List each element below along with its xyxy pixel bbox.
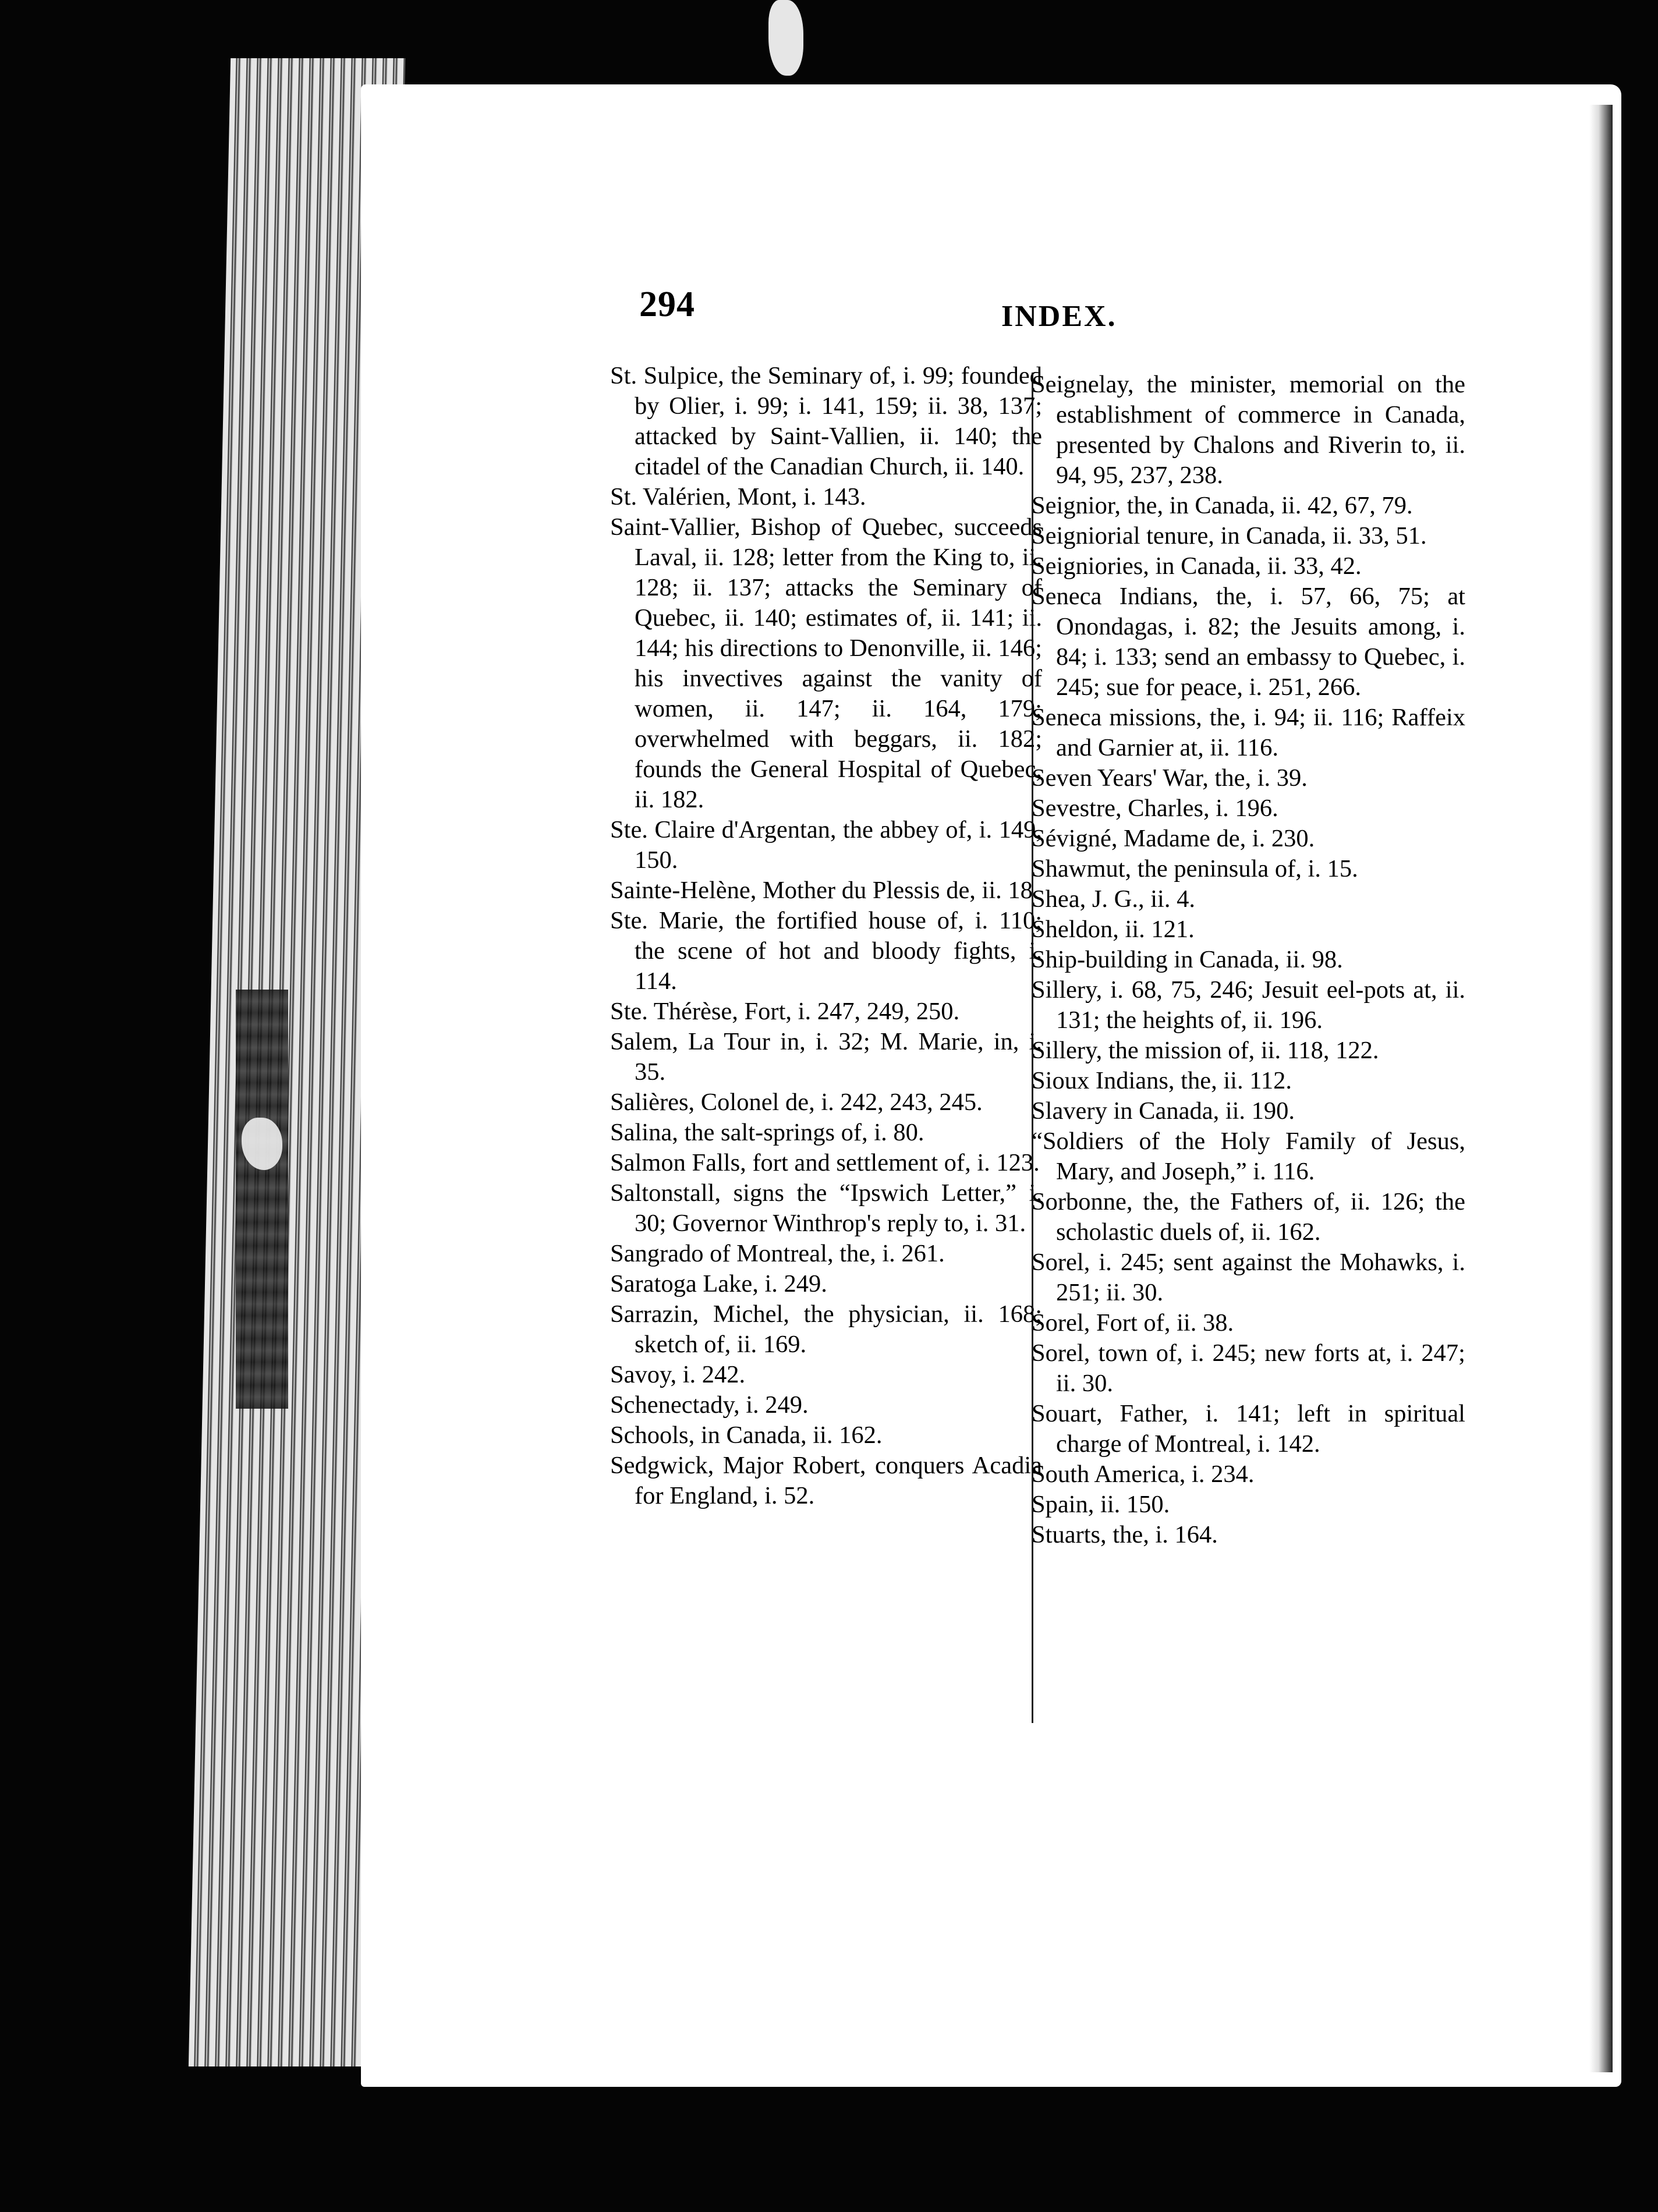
- index-entry: Ste. Thérèse, Fort, i. 247, 249, 250.: [610, 998, 960, 1025]
- index-entry: Ste. Claire d'Argentan, the abbey of, i. 149, 150.: [610, 816, 1042, 874]
- index-entry: Seneca missions, the, i. 94; ii. 116; Raffeix and Garnier at, ii. 116.: [1032, 704, 1465, 761]
- index-entry: Sorel, Fort of, ii. 38.: [1032, 1309, 1234, 1337]
- library-stamp: [236, 990, 288, 1409]
- index-entry: Stuarts, the, i. 164.: [1032, 1521, 1218, 1548]
- index-entry: Sedgwick, Major Robert, conquers Acadia for England, i. 52.: [610, 1452, 1042, 1509]
- index-entry: Schenectady, i. 249.: [610, 1391, 809, 1419]
- index-entry: Ste. Marie, the fortified house of, i. 110; the scene of hot and bloody fights, i. 114.: [610, 907, 1042, 995]
- index-entry: Sevestre, Charles, i. 196.: [1032, 795, 1278, 822]
- index-entry: Sorel, town of, i. 245; new forts at, i. 247; ii. 30.: [1032, 1339, 1465, 1397]
- index-entry: Sarrazin, Michel, the physician, ii. 168; sketch of, ii. 169.: [610, 1300, 1042, 1358]
- index-entry: Salina, the salt-springs of, i. 80.: [610, 1119, 924, 1146]
- index-column-right: [1032, 370, 1465, 1550]
- page-right-edge: [1589, 105, 1613, 2072]
- index-entry: Salmon Falls, fort and settlement of, i. 123.: [610, 1149, 1040, 1176]
- index-entry: Salem, La Tour in, i. 32; M. Marie, in, i. 35.: [610, 1028, 1042, 1086]
- index-entry: Shea, J. G., ii. 4.: [1032, 885, 1195, 913]
- index-entry: Shawmut, the peninsula of, i. 15.: [1032, 855, 1358, 882]
- index-entry: St. Valérien, Mont, i. 143.: [610, 483, 866, 511]
- index-entry: Sillery, i. 68, 75, 246; Jesuit eel-pots at, ii. 131; the heights of, ii. 196.: [1032, 976, 1465, 1034]
- index-entry: Seignior, the, in Canada, ii. 42, 67, 79.: [1032, 492, 1413, 519]
- paper-tear: [768, 0, 803, 76]
- index-entry: Schools, in Canada, ii. 162.: [610, 1422, 883, 1449]
- index-entry: Seigniorial tenure, in Canada, ii. 33, 51.: [1032, 522, 1427, 550]
- index-entry: Seigniories, in Canada, ii. 33, 42.: [1032, 552, 1362, 580]
- index-entry: Spain, ii. 150.: [1032, 1491, 1170, 1518]
- index-entry: Sillery, the mission of, ii. 118, 122.: [1032, 1037, 1379, 1064]
- index-entry: Sorbonne, the, the Fathers of, ii. 126; the scholastic duels of, ii. 162.: [1032, 1188, 1465, 1246]
- index-entry: “Soldiers of the Holy Family of Jesus, Mary, and Joseph,” i. 116.: [1032, 1128, 1465, 1185]
- index-entry: Sévigné, Madame de, i. 230.: [1032, 825, 1315, 852]
- running-head: INDEX.: [1001, 300, 1117, 333]
- index-entry: Seneca Indians, the, i. 57, 66, 75; at Onondagas, i. 82; the Jesuits among, i. 84; i. 133; send an embassy to Quebec, i. 245; sue for peace, i. 251, 266.: [1032, 583, 1465, 701]
- index-column-left: [610, 361, 1042, 1511]
- index-entry: Ship-building in Canada, ii. 98.: [1032, 946, 1343, 973]
- index-entry: Slavery in Canada, ii. 190.: [1032, 1097, 1295, 1125]
- index-entry: Saratoga Lake, i. 249.: [610, 1270, 827, 1298]
- index-entry: Sangrado of Montreal, the, i. 261.: [610, 1240, 945, 1267]
- index-entry: Saltonstall, signs the “Ipswich Letter,” i. 30; Governor Winthrop's reply to, i. 31.: [610, 1179, 1042, 1237]
- index-entry: Savoy, i. 242.: [610, 1361, 746, 1388]
- index-entry: Seignelay, the minister, memorial on the establishment of commerce in Canada, presented by Chalons and Riverin to, ii. 94, 95, 237, 238.: [1032, 371, 1465, 489]
- index-entry: Sioux Indians, the, ii. 112.: [1032, 1067, 1292, 1094]
- index-entry: Sainte-Helène, Mother du Plessis de, ii. 18.: [610, 877, 1039, 904]
- index-entry: Sorel, i. 245; sent against the Mohawks, i. 251; ii. 30.: [1032, 1249, 1465, 1306]
- index-entry: Souart, Father, i. 141; left in spiritual charge of Montreal, i. 142.: [1032, 1400, 1465, 1458]
- index-entry: Salières, Colonel de, i. 242, 243, 245.: [610, 1089, 983, 1116]
- index-entry: Saint-Vallier, Bishop of Quebec, succeeds Laval, ii. 128; letter from the King to, ii. 128; ii. 137; attacks the Seminary of Quebec, ii. 140; estimates of, ii. 141; ii. 144; his directions to Denonville, ii. 146; his invectives against the vanity of women, ii. 147; ii. 164, 179; overwhelmed with beggars, ii. 182; founds the General Hospital of Quebec, ii. 182.: [610, 513, 1042, 813]
- index-entry: St. Sulpice, the Seminary of, i. 99; founded by Olier, i. 99; i. 141, 159; ii. 38, 137; attacked by Saint-Vallien, ii. 140; the citadel of the Canadian Church, ii. 140.: [610, 362, 1042, 480]
- index-entry: Sheldon, ii. 121.: [1032, 916, 1195, 943]
- index-entry: South America, i. 234.: [1032, 1461, 1255, 1488]
- page-number: 294: [639, 285, 695, 324]
- index-entry: Seven Years' War, the, i. 39.: [1032, 764, 1308, 792]
